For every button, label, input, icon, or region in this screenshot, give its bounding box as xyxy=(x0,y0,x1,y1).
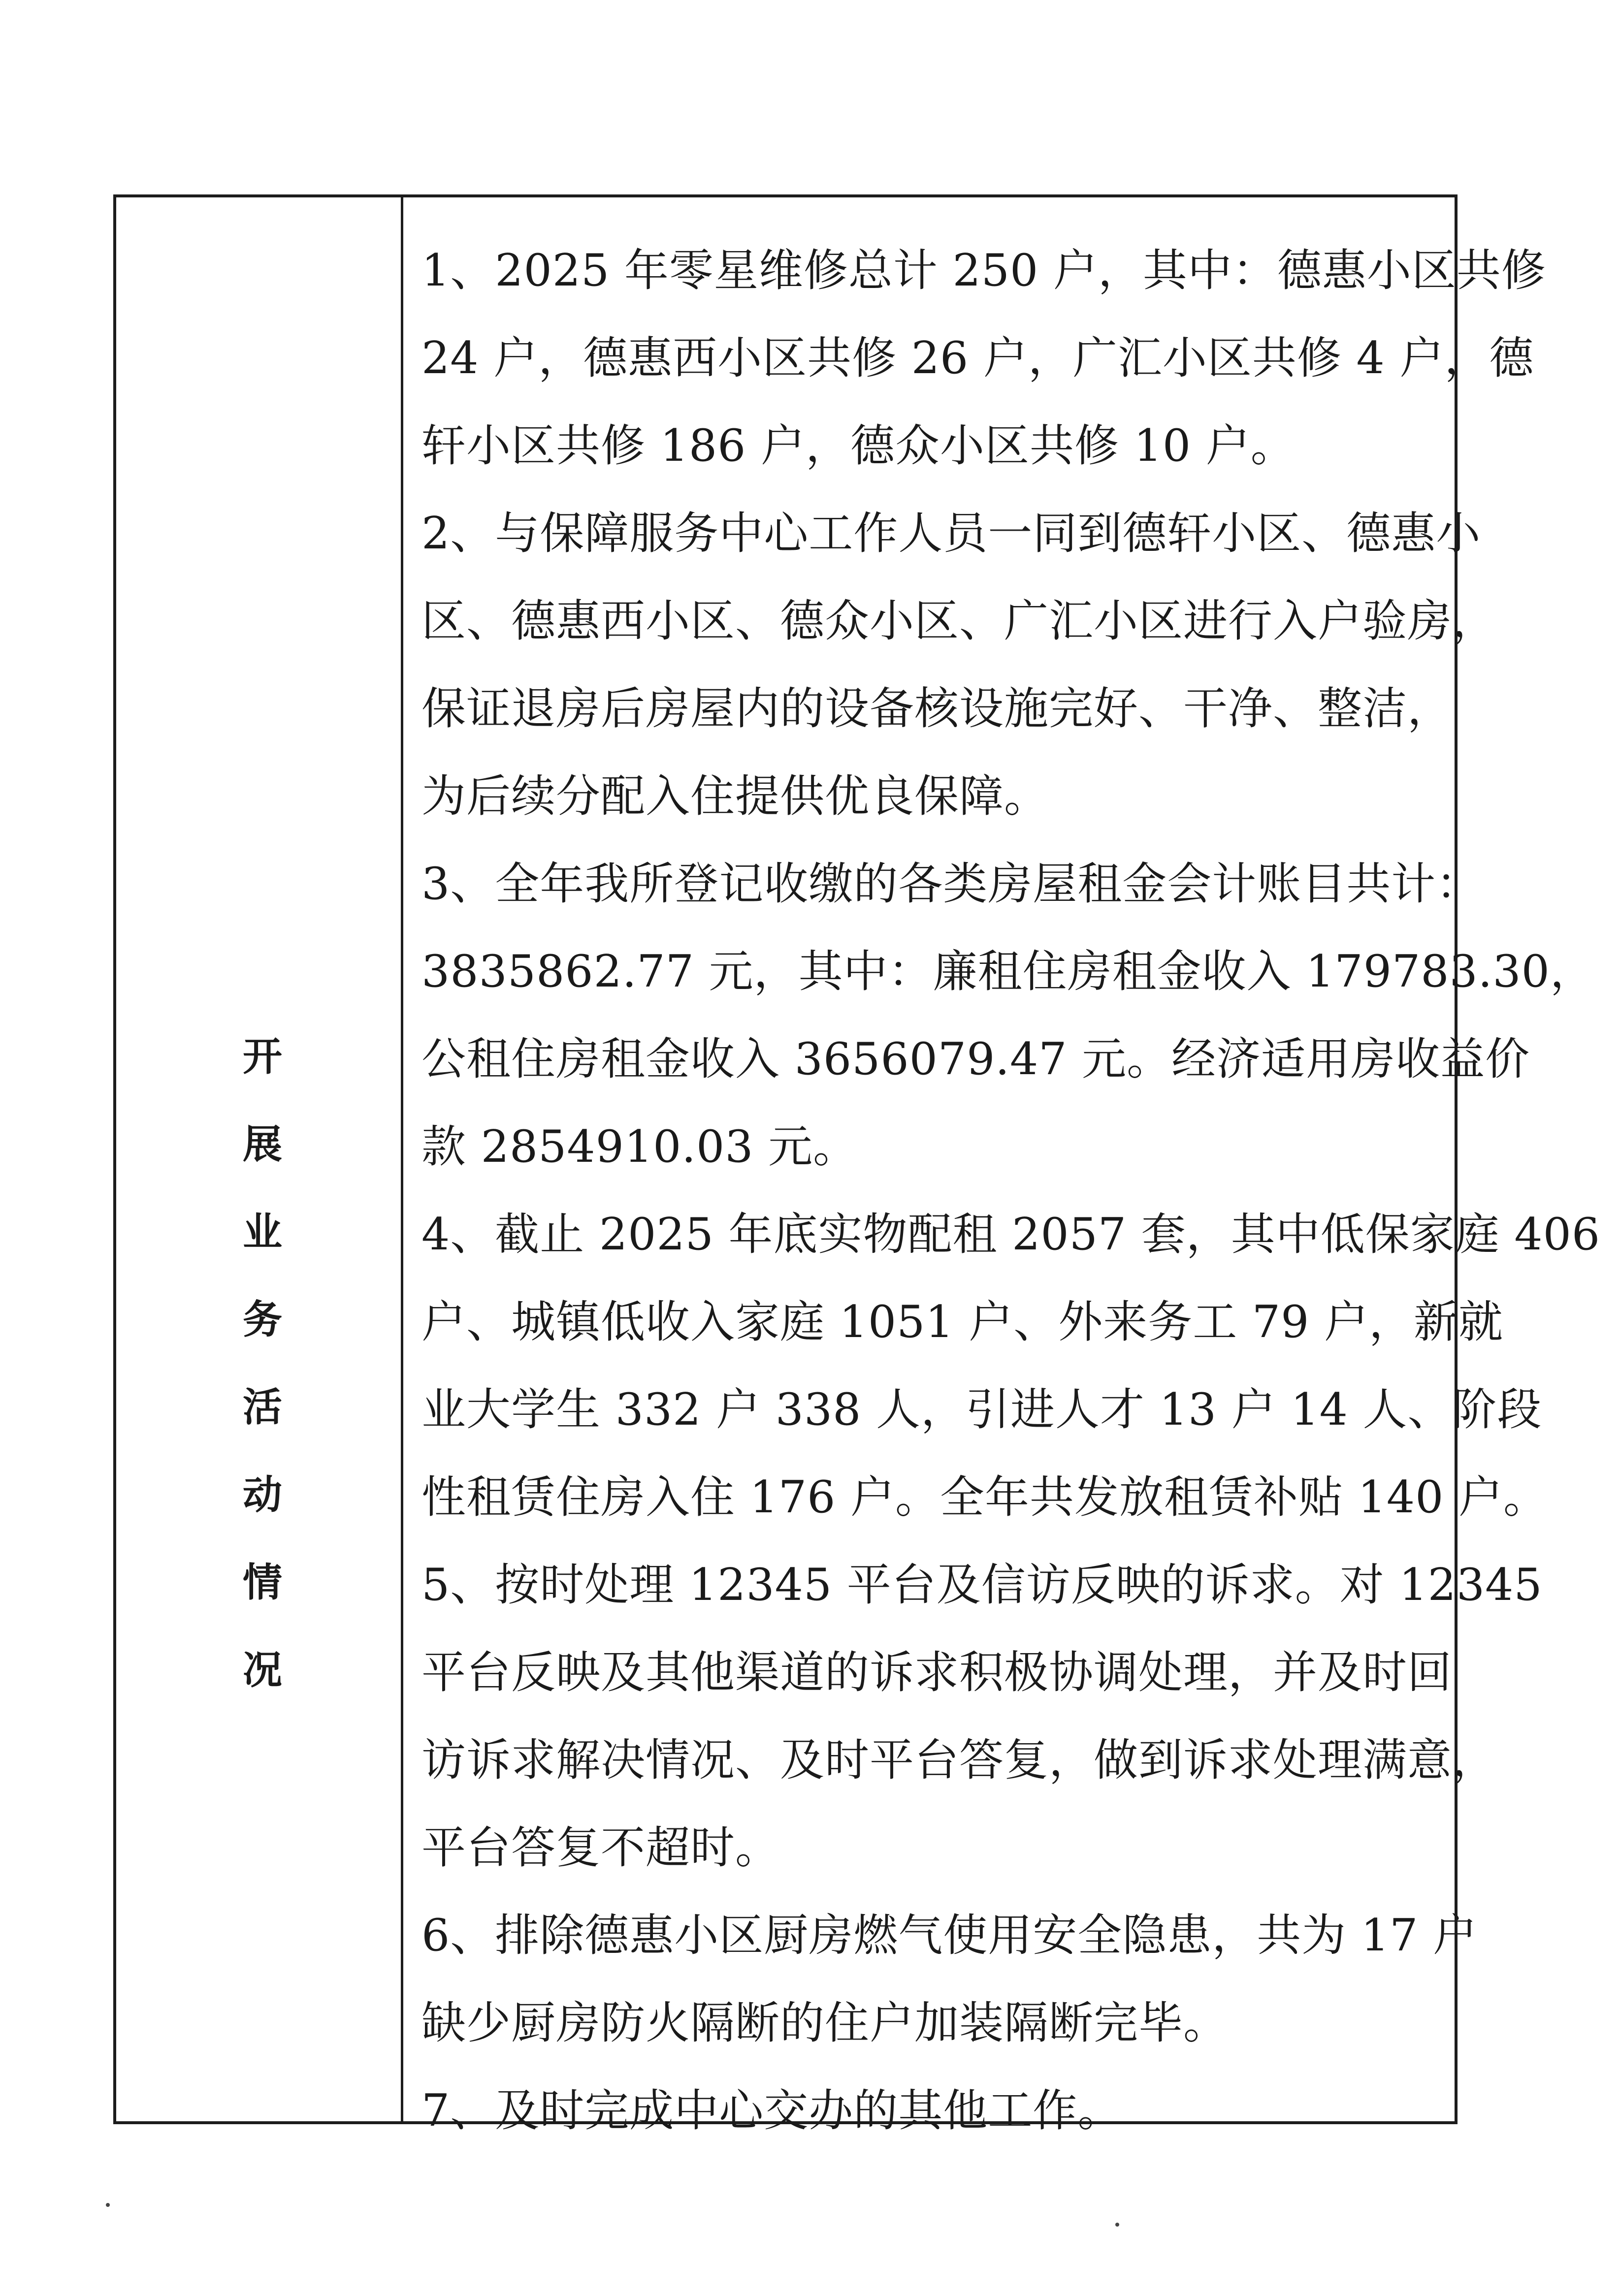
section-label-char: 展 xyxy=(243,1121,282,1167)
content-line: 业大学生 332 户 338 人，引进人才 13 户 14 人、阶段 xyxy=(421,1384,1542,1435)
content-line: 2、与保障服务中心工作人员一同到德轩小区、德惠小 xyxy=(421,508,1481,559)
scan-speck xyxy=(1115,2223,1119,2227)
content-line: 公租住房租金收入 3656079.47 元。经济适用房收益价 xyxy=(421,1033,1530,1085)
content-line: 区、德惠西小区、德众小区、广汇小区进行入户验房， xyxy=(421,595,1497,647)
content-line: 户、城镇低收入家庭 1051 户、外来务工 79 户，新就 xyxy=(421,1296,1503,1348)
content-line: 3、全年我所登记收缴的各类房屋租金会计账目共计： xyxy=(421,858,1481,910)
section-label-cell xyxy=(116,197,401,2121)
content-line: 24 户，德惠西小区共修 26 户，广汇小区共修 4 户，德 xyxy=(421,332,1534,384)
content-line: 轩小区共修 186 户，德众小区共修 10 户。 xyxy=(421,420,1296,472)
content-line: 为后续分配入住提供优良保障。 xyxy=(421,770,1049,822)
section-label-char: 情 xyxy=(243,1559,282,1605)
column-divider xyxy=(401,197,403,2121)
content-line: 访诉求解决情况、及时平台答复，做到诉求处理满意， xyxy=(421,1734,1497,1786)
content-line: 3835862.77 元，其中：廉租住房租金收入 179783.30， xyxy=(421,946,1595,997)
section-label-char: 务 xyxy=(243,1296,282,1342)
content-line: 6、排除德惠小区厨房燃气使用安全隐患，共为 17 户 xyxy=(421,1910,1478,1961)
scan-speck xyxy=(106,2203,110,2207)
content-line: 4、截止 2025 年底实物配租 2057 套，其中低保家庭 406 xyxy=(421,1209,1601,1260)
content-line: 平台答复不超时。 xyxy=(421,1822,780,1874)
activity-content-cell xyxy=(421,227,1601,2155)
section-label-char: 活 xyxy=(243,1384,282,1430)
section-label-char: 业 xyxy=(243,1209,282,1255)
section-label-char: 动 xyxy=(243,1471,282,1518)
content-line: 缺少厨房防火隔断的住户加装隔断完毕。 xyxy=(421,1997,1228,2049)
content-line: 平台反映及其他渠道的诉求积极协调处理，并及时回 xyxy=(421,1647,1452,1698)
content-line: 1、2025 年零星维修总计 250 户，其中：德惠小区共修 xyxy=(421,245,1546,296)
section-label-char: 况 xyxy=(243,1647,282,1693)
content-line: 7、及时完成中心交办的其他工作。 xyxy=(421,2085,1123,2137)
content-line: 保证退房后房屋内的设备核设施完好、干净、整洁， xyxy=(421,683,1452,734)
content-line: 5、按时处理 12345 平台及信访反映的诉求。对 12345 xyxy=(421,1559,1543,1611)
report-table xyxy=(113,194,1601,2137)
content-line: 性租赁住房入住 176 户。全年共发放租赁补贴 140 户。 xyxy=(421,1471,1548,1523)
section-label-char: 开 xyxy=(243,1033,282,1080)
content-line: 款 2854910.03 元。 xyxy=(421,1121,858,1173)
